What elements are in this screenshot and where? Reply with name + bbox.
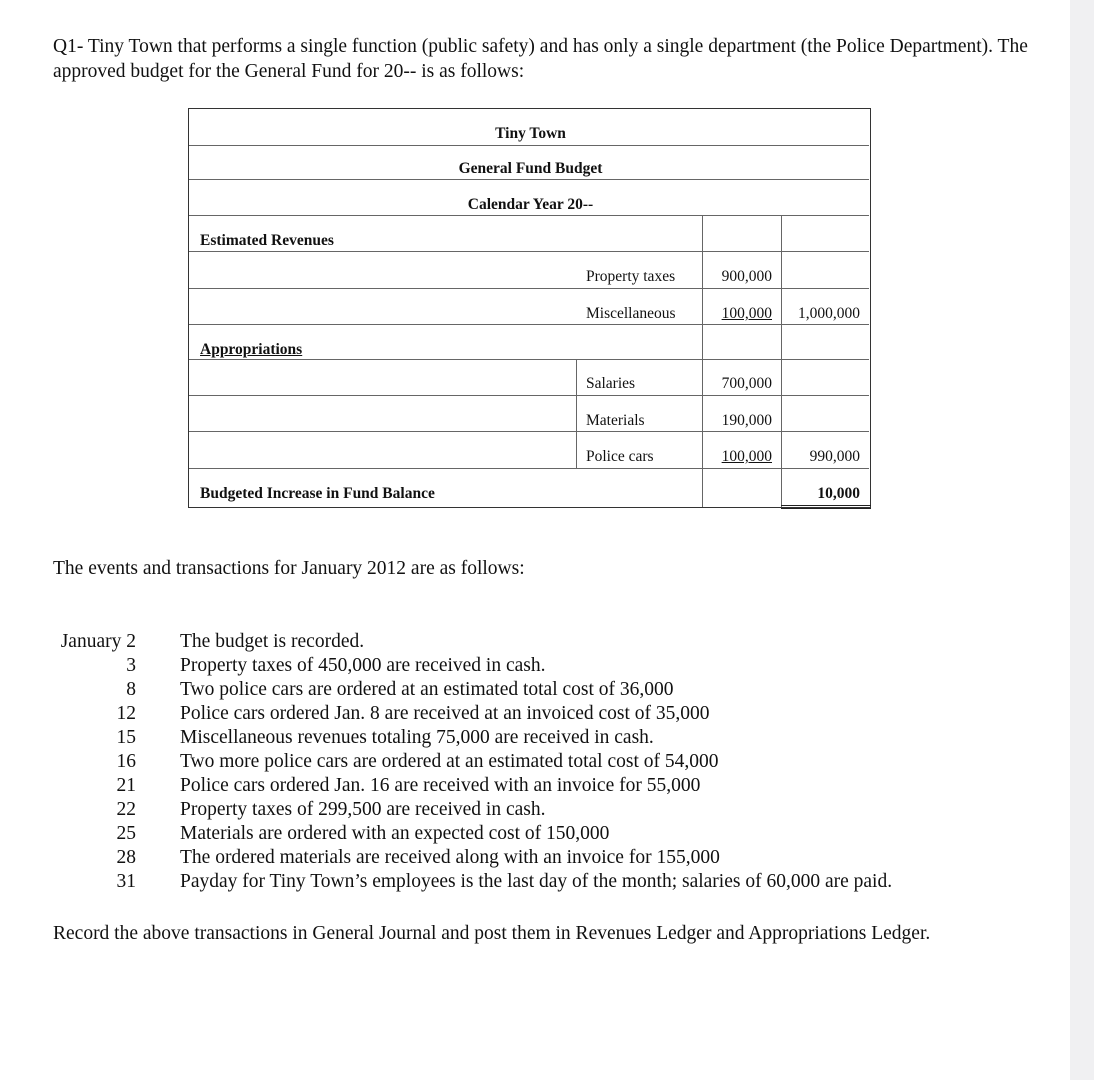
event-text: Property taxes of 450,000 are received in cash. — [180, 655, 546, 676]
appropriation-amount: 190,000 — [721, 412, 772, 429]
appropriation-label: Police cars — [586, 448, 654, 465]
appropriations-total: 990,000 — [809, 448, 860, 465]
event-date: 16 — [116, 751, 136, 772]
event-text: The ordered materials are received along with an invoice for 155,000 — [180, 847, 720, 868]
event-date: 8 — [126, 679, 136, 700]
events-lead: The events and transactions for January 2012 are as follows: — [53, 558, 525, 579]
appropriation-amount: 700,000 — [721, 375, 772, 392]
appropriation-label: Materials — [586, 412, 645, 429]
event-text: Police cars ordered Jan. 8 are received at an invoiced cost of 35,000 — [180, 703, 710, 724]
event-text: Payday for Tiny Town’s employees is the last day of the month; salaries of 60,000 are paid. — [180, 871, 893, 892]
revenues-heading: Estimated Revenues — [200, 232, 334, 249]
appropriations-heading: Appropriations — [200, 341, 303, 358]
appropriation-amount: 100,000 — [721, 448, 772, 465]
scrollbar-track[interactable] — [1070, 0, 1094, 1080]
revenue-amount: 900,000 — [721, 268, 772, 285]
budget-title: General Fund Budget — [458, 160, 603, 177]
budget-table — [188, 108, 871, 508]
revenue-label: Miscellaneous — [586, 305, 676, 322]
event-date: 31 — [116, 871, 136, 892]
increase-label: Budgeted Increase in Fund Balance — [200, 485, 435, 502]
increase-amount: 10,000 — [817, 485, 860, 502]
appropriation-label: Salaries — [586, 375, 636, 392]
event-text: Two police cars are ordered at an estimated total cost of 36,000 — [180, 679, 674, 700]
revenues-total: 1,000,000 — [798, 305, 860, 322]
question-closing: Record the above transactions in General Journal and post them in Revenues Ledger and Appropriations Ledger. — [53, 923, 931, 944]
budget-period: Calendar Year 20-- — [467, 196, 594, 213]
event-date: 21 — [116, 775, 136, 796]
double-underline — [781, 505, 871, 509]
revenue-label: Property taxes — [586, 268, 676, 285]
event-date: 3 — [126, 655, 136, 676]
event-text: Property taxes of 299,500 are received in cash. — [180, 799, 546, 820]
event-text: Police cars ordered Jan. 16 are received with an invoice for 55,000 — [180, 775, 701, 796]
event-text: The budget is recorded. — [180, 631, 365, 652]
event-date: 22 — [116, 799, 136, 820]
question-intro: Q1- Tiny Town that performs a single function (public safety) and has only a single department (the Police Department). The approved budget for the General Fund for 20-- is as follows: — [53, 36, 1028, 82]
event-text: Materials are ordered with an expected cost of 150,000 — [180, 823, 610, 844]
event-date: 12 — [116, 703, 136, 724]
event-date: 28 — [116, 847, 136, 868]
revenue-amount: 100,000 — [721, 305, 772, 322]
event-date: January 2 — [60, 631, 136, 652]
event-text: Miscellaneous revenues totaling 75,000 are received in cash. — [180, 727, 654, 748]
event-date: 25 — [116, 823, 136, 844]
budget-entity: Tiny Town — [495, 125, 566, 142]
event-text: Two more police cars are ordered at an estimated total cost of 54,000 — [180, 751, 719, 772]
event-date: 15 — [116, 727, 136, 748]
